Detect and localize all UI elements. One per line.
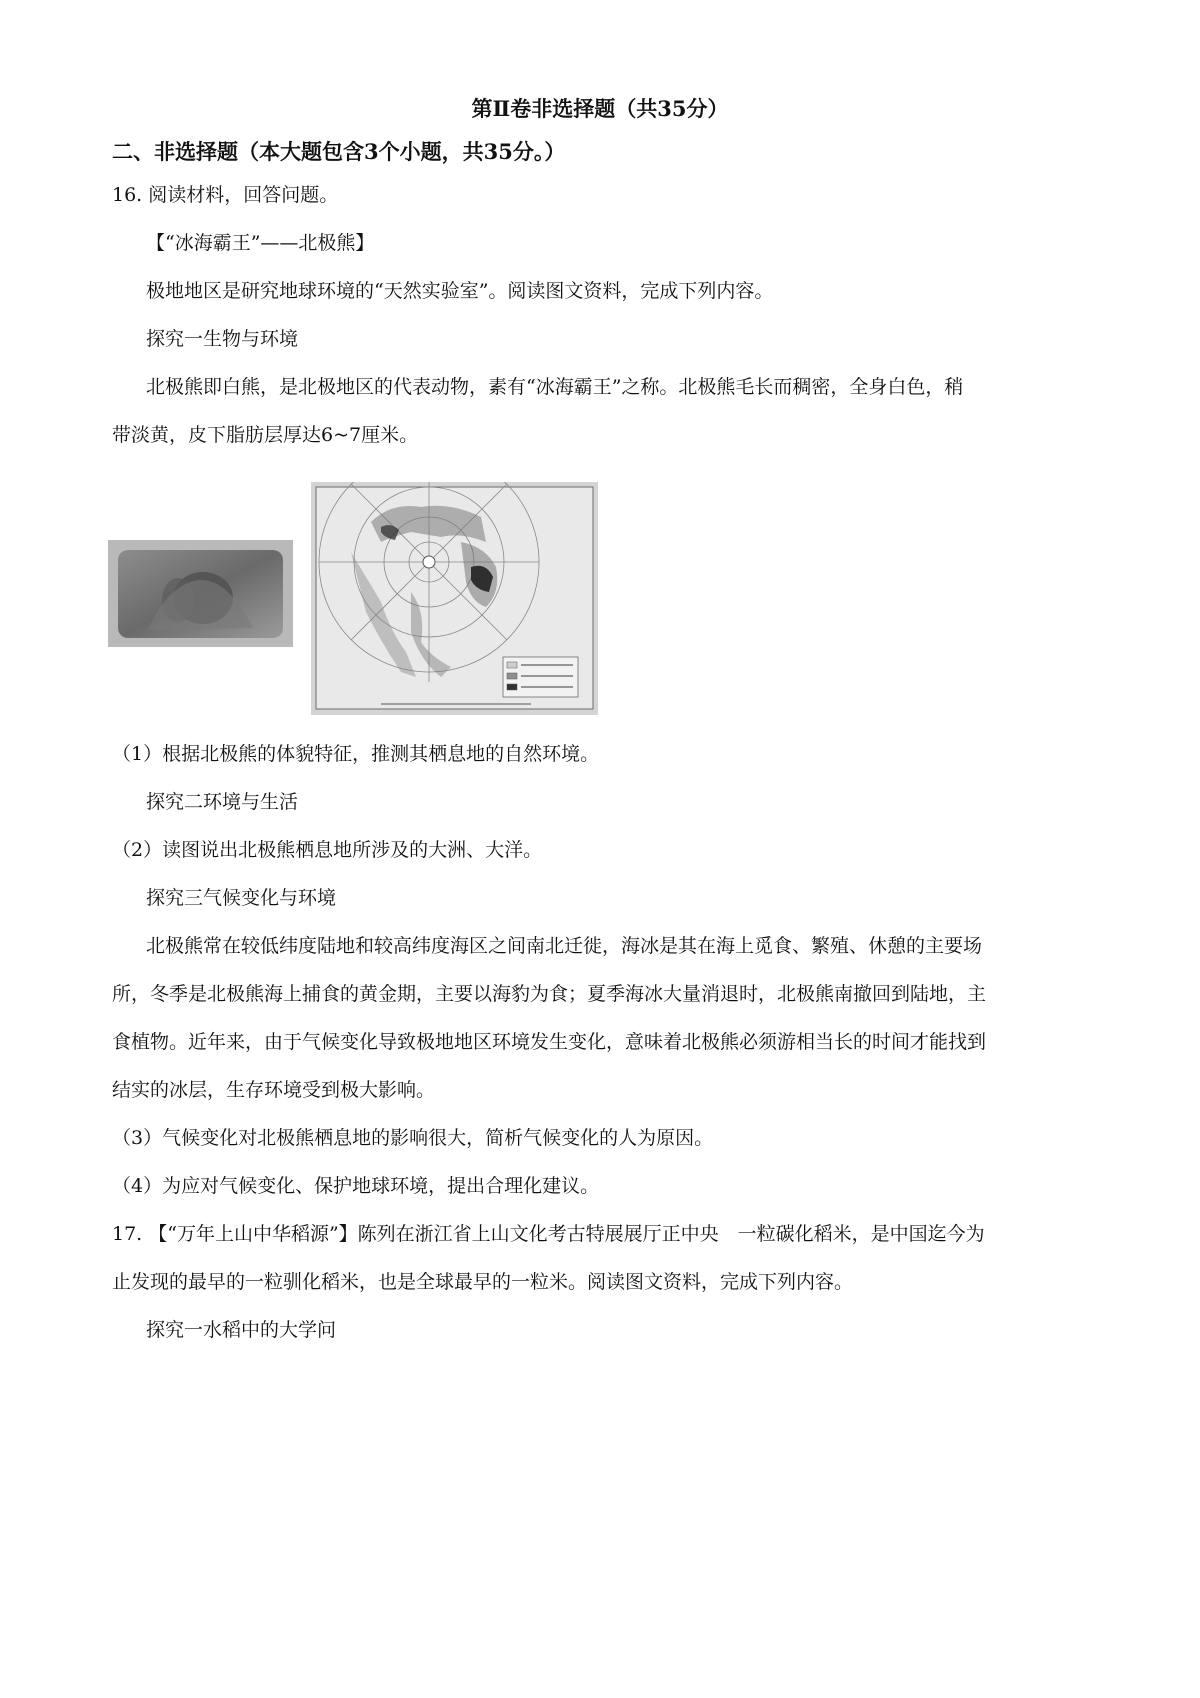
q16-paragraph-3-line-1: 北极熊常在较低纬度陆地和较高纬度海区之间南北迁徙，海冰是其在海上觅食、繁殖、休憩的主要场	[146, 935, 983, 957]
q16-explore-2-heading: 探究二环境与生活	[146, 791, 299, 813]
q16-stem: 16. 阅读材料，回答问题。	[112, 184, 339, 206]
q16-topic: 【“冰海霸王”——北极熊】	[146, 232, 375, 254]
polar-bear-photo	[108, 540, 293, 647]
q17-explore-1-heading: 探究一水稻中的大学问	[146, 1319, 337, 1341]
paper-part-title: 第Ⅱ卷非选择题（共35分）	[471, 96, 729, 121]
q17-stem-line-2: 止发现的最早的一粒驯化稻米，也是全球最早的一粒米。阅读图文资料，完成下列内容。	[112, 1271, 854, 1293]
q16-subquestion-4: （4）为应对气候变化、保护地球环境，提出合理化建议。	[112, 1175, 600, 1197]
q16-paragraph-3-line-2: 所，冬季是北极熊海上捕食的黄金期，主要以海豹为食；夏季海冰大量消退时，北极熊南撤回到陆地，主	[112, 983, 987, 1005]
q16-subquestion-2: （2）读图说出北极熊栖息地所涉及的大洲、大洋。	[112, 839, 543, 861]
q16-intro: 极地地区是研究地球环境的“天然实验室”。阅读图文资料，完成下列内容。	[146, 280, 774, 302]
q16-paragraph-3-line-3: 食植物。近年来，由于气候变化导致极地地区环境发生变化，意味着北极熊必须游相当长的时间才能找到	[112, 1031, 987, 1053]
polar-bear-distribution-map	[311, 482, 598, 715]
q16-explore-1-heading: 探究一生物与环境	[146, 328, 299, 350]
q16-explore-3-heading: 探究三气候变化与环境	[146, 887, 337, 909]
q16-paragraph-1-line-2: 带淡黄，皮下脂肪层厚达6~7厘米。	[112, 424, 419, 446]
q16-subquestion-1: （1）根据北极熊的体貌特征，推测其栖息地的自然环境。	[112, 743, 600, 765]
q16-paragraph-1-line-1: 北极熊即白熊，是北极地区的代表动物，素有“冰海霸王”之称。北极熊毛长而稠密，全身白色，稍	[146, 376, 964, 398]
q17-stem-line-1: 17. 【“万年上山中华稻源”】陈列在浙江省上山文化考古特展展厅正中央 一粒碳化稻米，是中国迄今为	[112, 1223, 985, 1245]
section-heading: 二、非选择题（本大题包含3个小题，共35分。）	[112, 139, 566, 164]
q16-subquestion-3: （3）气候变化对北极熊栖息地的影响很大，简析气候变化的人为原因。	[112, 1127, 714, 1149]
q16-paragraph-3-line-4: 结实的冰层，生存环境受到极大影响。	[112, 1079, 436, 1101]
